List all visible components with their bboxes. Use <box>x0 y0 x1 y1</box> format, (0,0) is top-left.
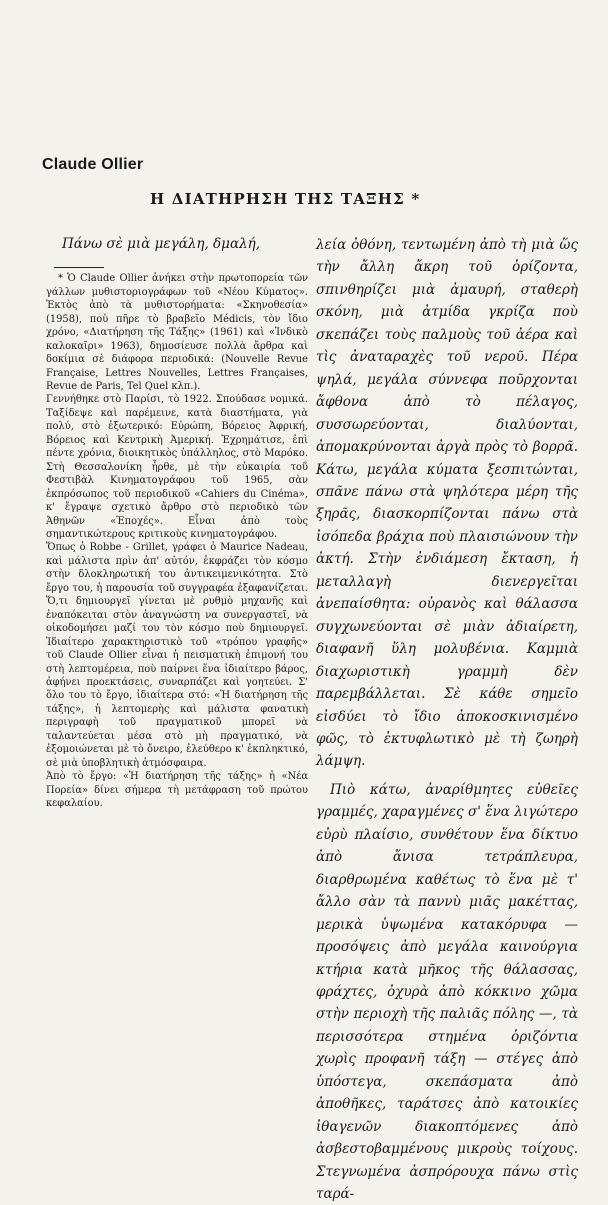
author-name: Claude Ollier <box>42 156 144 173</box>
body-paragraph-2: Πιὸ κάτω, ἀναρίθμητες εὐθεῖες γραμμές, χαραγμένες σ' ἕνα λιγώτερο εὐρὺ πλαίσιο, συνθέτουν ἕνα δίκτυο ἀπὸ ἄνισα τετράπλευρα, διαρθρωμένα καθέτως τὸ ἕνα μὲ τ' ἄλλο σὰν τὰ παννὺ μιᾶς μακέττας, μερικὰ ὑψωμένα κατακόρυφα — προσόψεις ἀπὸ μεγάλα καινούργια κτήρια κατὰ μῆκος τῆς θάλασσας, φράχτες, ὀχυρὰ ἀπὸ κόκκινο χῶμα στὴν περιοχὴ τῆς παλιᾶς πόλης —, τὰ περισσότερα στημένα ὁριζόντια χωρὶς προφανῆ τάξη — στέγες ἀπὸ ὑπόστεγα, σκεπάσματα ἀπὸ ἀποθῆκες, ταράτσες ἀπὸ κατοικίες ἰθαγενῶν διακοπτόμενες ἀπὸ ἀσβεστοβαμμένους μικροὺς τοίχους. Στεγνωμένα ἀσπρόρουχα πάνω στὶς ταρά- <box>316 781 578 1203</box>
footnote-paragraph-2: Γεννήθηκε στὸ Παρίσι, τὸ 1922. Σπούδασε νομικά. Ταξίδεψε καὶ παρέμεινε, κατὰ διαστήματα, γιὰ πολύ, στὸ ἐξωτερικό: Εὐρώπη, Βόρειος Ἀφρική, Βόρειος καὶ Κεντρικὴ Ἀμερική. Ἐχρημάτισε, ἐπὶ πέντε χρόνια, διοικητικὸς ὑπάλληλος, στὸ Μαρόκο. Στὴ Θεσσαλονίκη ἦρθε, μὲ τὴν εὐκαιρία τοῦ Φεστιβὰλ Κινηματογράφου τοῦ 1965, σὰν ἐκπρόσωπος τοῦ περιοδικοῦ «Cahiers du Cinéma», κ' ἔγραψε σχετικὸ ἄρθρο στὸ περιοδικὸ τῶν Ἀθηνῶν «Ἐποχές». Εἶναι ἀπὸ τοὺς σημαντικώτερους κριτικοὺς κινηματογράφου. <box>46 394 308 541</box>
article-title: Η ΔΙΑΤΗΡΗΣΗ ΤΗΣ ΤΑΞΗΣ * <box>150 190 421 208</box>
footnote-paragraph-4: Ἀπὸ τὸ ἔργο: «Ἡ διατήρηση τῆς τάξης» ἡ «Νέα Πορεία» δίνει σήμερα τὴ μετάφραση τοῦ πρώτου κεφαλαίου. <box>46 771 308 810</box>
opening-line: Πάνω σὲ μιὰ μεγάλη, δμαλή, <box>62 236 261 252</box>
footnote-paragraph-1: * Ὁ Claude Ollier ἀνήκει στὴν πρωτοπορεία τῶν γάλλων μυθιστοριογράφων τοῦ «Νέου Κύματος». Ἐκτὸς ἀπὸ τὰ μυθιστορήματα: «Σκηνοθεσία» (1958), ποὺ πῆρε τὸ βραβεῖο Médicis, τὸν ἴδιο χρόνο, «Διατήρηση τῆς Τάξης» (1961) καὶ «Ἰνδικὸ καλοκαῖρι» 1963), δημοσίευσε πολλὰ ἄρθρα καὶ δοκίμια σὲ διάφορα περιοδικά: (Nouvelle Revue Française, Lettres Nouvelles, Lettres Françaises, Revue de Paris, Tel Quel κλπ.). <box>46 273 308 393</box>
footnote-rule <box>54 267 104 268</box>
right-column <box>316 234 578 1205</box>
left-column <box>46 233 308 811</box>
body-paragraph-1: λεία ὀθόνη, τεντωμένη ἀπὸ τὴ μιὰ ὥς τὴν ἄλλη ἄκρη τοῦ ὁρίζοντα, σπινθηρίζει μιὰ ἀμαυρή, σταθερὴ σκόνη, μιὰ ἀτμίδα γκρίζα ποὺ σκεπάζει τοὺς παλμοὺς τοῦ ἀέρα καὶ τὶς ἀναταραχὲς τοῦ νεροῦ. Πέρα ψηλά, μεγάλα σύννεφα ποῦρχονται ἄφθονα ἀπὸ τὸ πέλαγος, συσσωρεύονται, διαλύονται, ἀπομακρύνονται ἀργὰ πρὸς τὸ βορρᾶ. Κάτω, μεγάλα κύματα ξεσπιτώνται, σπᾶνε πάνω στὰ ψηλότερα μέρη τῆς ξηρᾶς, διασκορπίζονται πάνω στὰ ἰσόπεδα βράχια ποὺ πλαισιώνουν τὴν ἀκτή. Στὴν ἐνδιάμεση ἔκταση, ἡ μεταλλαγὴ διενεργεῖται ἀνεπαίσθητα: οὐρανὸς καὶ θάλασσα συγχωνεύονται σὲ μιὰν ἀδιαίρετη, διαφανῆ ὕλη μολυβένια. Καμμιὰ διαχωριστικὴ γραμμὴ δὲν παρεμβάλλεται. Σὲ κάθε σημεῖο εἰσδύει τὸ ἴδιο ἀποκοσκινισμένο φῶς, τὸ ἐκτυφλωτικὸ μὲ τὴ ζωηρὴ λάμψη. <box>316 237 578 770</box>
footnote-paragraph-3: Ὅπως ὁ Robbe - Grillet, γράφει ὁ Maurice Nadeau, καὶ μάλιστα πρὶν ἀπ' αὐτόν, ἐκφράζει τὸν κόσμο στὴν δλοκληρωτική του ἀντικειμενικότητα. Στὸ ἔργο του, ἡ παρουσία τοῦ συγγραφέα ἐξαφανίζεται. Ὅ,τι δημιουργεῖ γίνεται μὲ ρυθμὸ μηχανῆς καὶ ἐναπόκειται στὸν ἀναγνώστη να συνεργαστεῖ, νὰ οἰκοδομήσει μαζί του τὸν κόσμο ποὺ δημιουργεῖ. Ἰδιαίτερο χαρακτηριστικὸ τοῦ «τρόπου γραφῆς» τοῦ Claude Ollier εἶναι ἡ πεισματικὴ ἐπιμονή του στὴ λεπτομέρεια, ποὺ παίρνει ἕνα ἰδιαίτερο βάρος, ἀφήνει προεκτάσεις, συναρπάζει καὶ γοητεύει. Σ' ὅλο του τὸ ἔργο, ἰδιαίτερα στό: «Ἡ διατήρηση τῆς τάξης», ἡ λεπτομερὴς καὶ μάλιστα φανατικὴ περιγραφὴ τοῦ πραγματικοῦ μπορεῖ νὰ ταλαντεύεται μέσα στὸ μὴ πραγματικό, νὰ ἐξομοιώνεται μὲ τὸ ὄνειρο, ἐλεύθερο κ' ἐκπληκτικό, σὲ μιὰ ὑποβλητικὴ ἀτμόσφαιρα. <box>46 542 308 769</box>
